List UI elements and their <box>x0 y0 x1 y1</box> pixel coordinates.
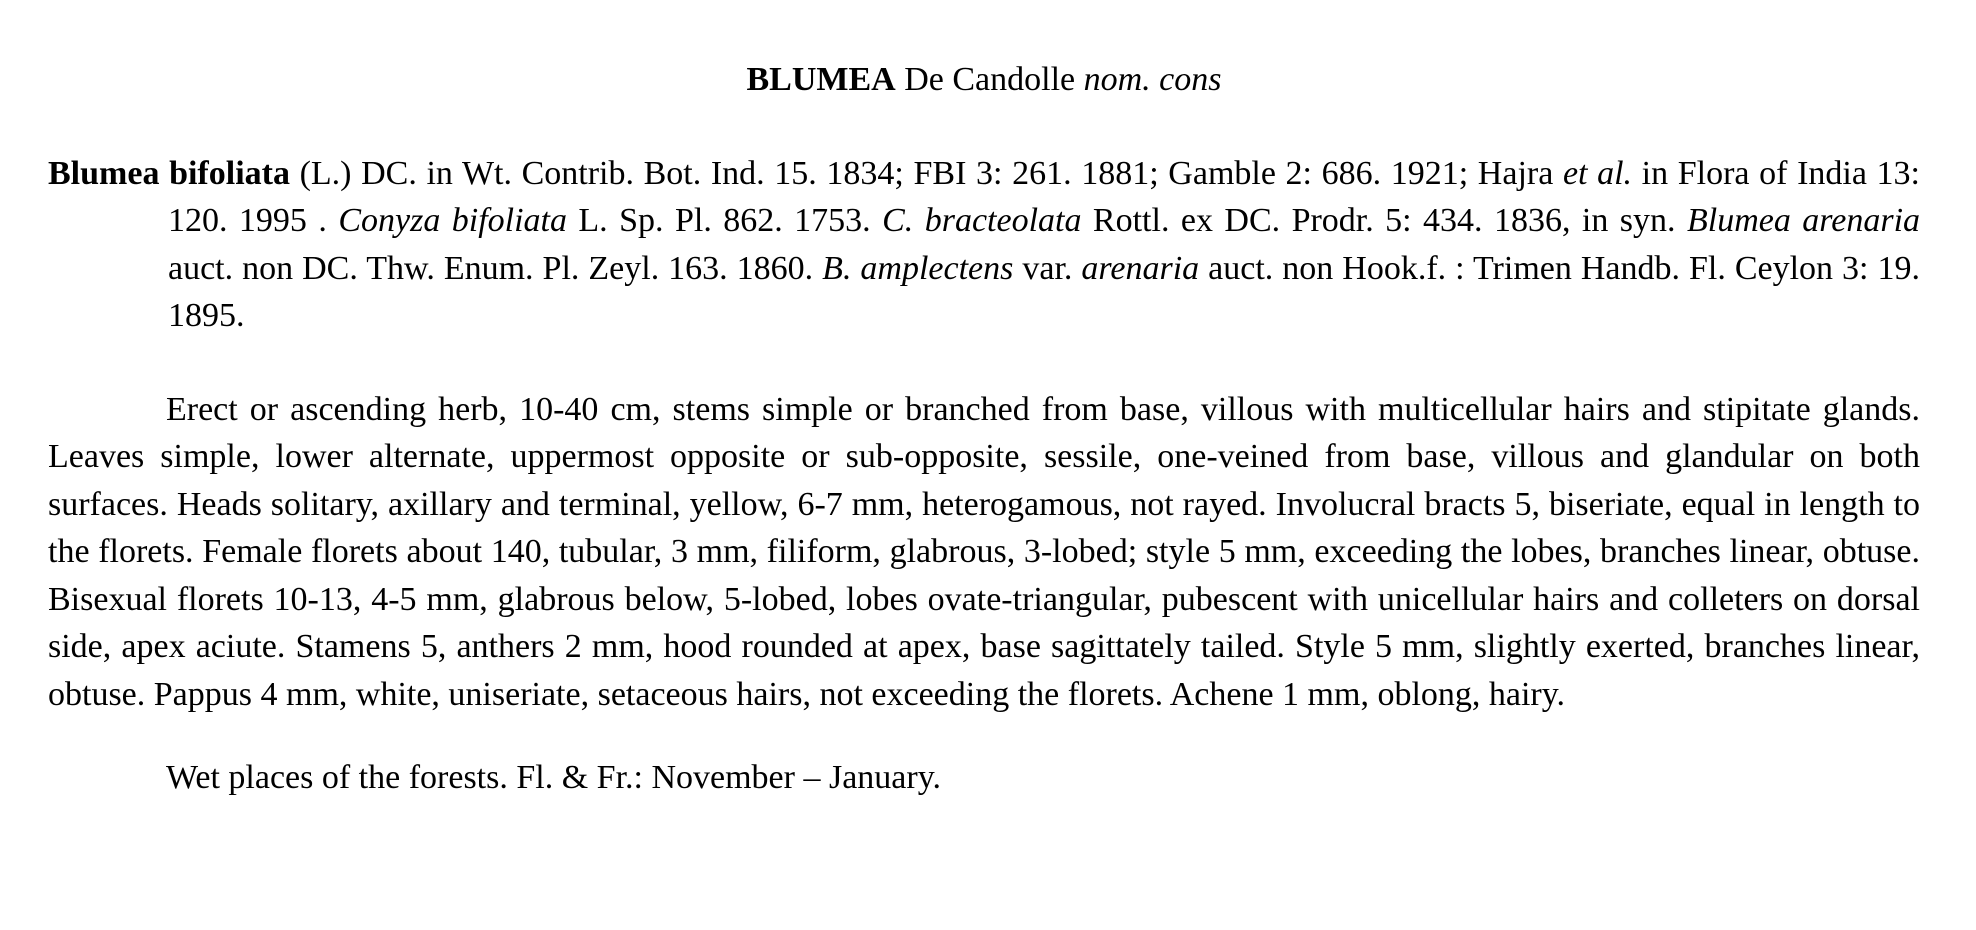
nomenclature-paragraph: Blumea bifoliata (L.) DC. in Wt. Contrib. Bot. Ind. 15. 1834; FBI 3: 261. 1881; Gamble 2: 686. 1921; Hajra et al. in Flora of India 13: 120. 1995 . Conyza bifoliata L. Sp. Pl. 862. 1753. C. bracteolata Rottl. ex DC. Prodr. 5: 434. 1836, in syn. Blumea arenaria auct. non DC. Thw. Enum. Pl. Zeyl. 163. 1860. B. amplectens var. arenaria auct. non Hook.f. : Trimen Handb. Fl. Ceylon 3: 19. 1895. <box>48 154 1921 334</box>
habitat-line: Wet places of the forests. Fl. & Fr.: November – January. <box>166 759 941 796</box>
genus-heading: BLUMEA De Candolle nom. cons <box>746 61 1222 98</box>
description-paragraph: Erect or ascending herb, 10-40 cm, stems simple or branched from base, villous with multicellular hairs and stipitate glands. Leaves simple, lower alternate, uppermost opposite or sub-opposite, sessile, one-veined from base, villous and glandular on both surfaces. Heads solitary, axillary and terminal, yellow, 6-7 mm, heterogamous, not rayed. Involucral bracts 5, biseriate, equal in length to the florets. Female florets about 140, tubular, 3 mm, filiform, glabrous, 3-lobed; style 5 mm, exceeding the lobes, branches linear, obtuse. Bisexual florets 10-13, 4-5 mm, glabrous below, 5-lobed, lobes ovate-triangular, pubescent with unicellular hairs and colleters on dorsal side, apex aciute. Stamens 5, anthers 2 mm, hood rounded at apex, base sagittately tailed. Style 5 mm, slightly exerted, branches linear, obtuse. Pappus 4 mm, white, uniseriate, setaceous hairs, not exceeding the florets. Achene 1 mm, oblong, hairy. <box>48 390 1920 713</box>
